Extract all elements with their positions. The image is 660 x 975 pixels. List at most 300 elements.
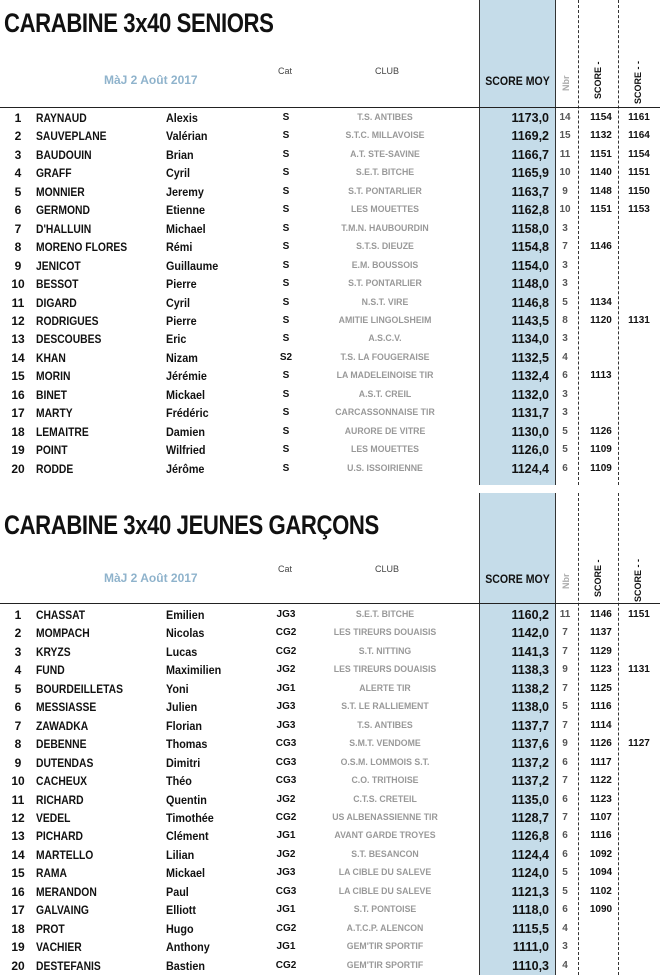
last-name: DIGARD (36, 295, 77, 310)
match-count: 4 (562, 922, 568, 934)
rank: 17 (11, 903, 25, 918)
table-row (0, 791, 660, 809)
score-1: 1140 (590, 167, 612, 179)
table-row (0, 164, 660, 182)
average-score: 1137,2 (511, 774, 549, 789)
club: E.M. BOUSSOIS (351, 259, 419, 271)
rank: 9 (14, 258, 22, 273)
first-name: Bastien (166, 958, 206, 973)
average-score: 1126,0 (511, 443, 549, 458)
club: S.E.T. BITCHE (355, 167, 415, 179)
category: S (282, 388, 290, 400)
average-score: 1124,0 (511, 866, 549, 881)
first-name: Mickael (166, 387, 206, 402)
table-row (0, 312, 660, 330)
club: O.S.M. LOMMOIS S.T. (340, 756, 430, 768)
score-1: 1116 (590, 701, 612, 713)
table-row (0, 864, 660, 882)
first-name: Mickael (166, 866, 206, 881)
average-score: 1137,7 (511, 718, 549, 733)
match-count: 6 (562, 848, 568, 860)
first-name: Guillaume (166, 258, 219, 273)
average-score: 1154,0 (511, 258, 549, 273)
rank: 1 (14, 608, 22, 622)
table-row (0, 698, 660, 716)
club: T.S. ANTIBES (357, 719, 413, 731)
club: N.S.T. VIRE (361, 296, 409, 308)
first-name: Julien (166, 700, 198, 715)
last-name: PROT (36, 921, 65, 936)
table-row (0, 238, 660, 256)
last-name: DEBENNE (36, 737, 87, 752)
update-date: MàJ 2 Août 2017 (104, 571, 198, 585)
last-name: RODRIGUES (36, 313, 99, 328)
average-score: 1135,0 (511, 792, 549, 807)
rank: 19 (11, 443, 25, 458)
rank: 5 (14, 184, 22, 199)
match-count: 7 (562, 719, 568, 731)
table-row (0, 441, 660, 459)
category: CG2 (275, 959, 297, 971)
club: AVANT GARDE TROYES (334, 830, 436, 842)
match-count: 7 (562, 811, 568, 823)
average-score: 1143,5 (511, 313, 549, 328)
club: T.S. ANTIBES (357, 112, 413, 123)
section-title: CARABINE 3x40 JEUNES GARÇONS (4, 510, 379, 540)
rank: 4 (14, 166, 22, 181)
average-score: 1132,4 (511, 369, 549, 384)
last-name: DESTEFANIS (36, 958, 101, 973)
match-count: 6 (562, 462, 568, 474)
rank: 16 (11, 884, 25, 899)
average-score: 1138,2 (511, 681, 549, 696)
score-1: 1094 (589, 867, 613, 879)
first-name: Florian (166, 718, 203, 733)
rank: 3 (14, 147, 22, 162)
section-title: CARABINE 3x40 SENIORS (4, 8, 274, 38)
average-score: 1138,0 (511, 700, 549, 715)
match-count: 11 (559, 148, 571, 160)
rank: 16 (11, 387, 25, 402)
score-1: 1113 (590, 370, 612, 382)
average-score: 1121,3 (511, 884, 549, 899)
category: S (282, 444, 290, 456)
table-row (0, 643, 660, 661)
table-row (0, 772, 660, 790)
table-row (0, 220, 660, 238)
first-name: Jeremy (166, 184, 204, 199)
first-name: Lucas (166, 644, 198, 659)
table-row (0, 127, 660, 145)
first-name: Emilien (166, 608, 205, 622)
last-name: GALVAING (36, 903, 89, 918)
score-2: 1127 (628, 738, 650, 750)
header-rule (0, 107, 660, 108)
club: ALERTE TIR (359, 682, 411, 694)
match-count: 5 (562, 867, 568, 879)
table-row (0, 109, 660, 127)
score-1: 1120 (590, 314, 612, 326)
rank: 10 (11, 277, 25, 292)
category: S (282, 314, 290, 326)
score-1: 1090 (589, 904, 613, 916)
table-row (0, 754, 660, 772)
club: S.T. PONTOISE (353, 904, 417, 916)
category: JG3 (276, 719, 296, 731)
match-count: 9 (562, 664, 568, 676)
rank: 19 (11, 940, 25, 955)
category: CG2 (275, 811, 297, 823)
match-count: 9 (562, 738, 568, 750)
header-rule (0, 603, 660, 604)
first-name: Jérémie (166, 369, 207, 384)
last-name: GRAFF (36, 166, 72, 181)
first-name: Rémi (166, 240, 193, 255)
rank: 20 (11, 958, 25, 973)
first-name: Michael (166, 221, 206, 236)
first-name: Dimitri (166, 755, 201, 770)
category: S (282, 204, 290, 216)
club: GEM'TIR SPORTIF (346, 959, 424, 971)
score-1: 1109 (590, 444, 612, 456)
score-1: 1137 (590, 627, 612, 639)
club: A.T.C.P. ALENCON (346, 922, 424, 934)
club: S.T. PONTARLIER (348, 185, 422, 197)
rank: 3 (14, 644, 22, 659)
average-score: 1137,6 (511, 737, 549, 752)
match-count: 10 (559, 204, 571, 216)
category: JG1 (276, 904, 296, 916)
first-name: Etienne (166, 203, 206, 218)
score-1: 1123 (590, 793, 612, 805)
nbr-header: Nbr (561, 75, 571, 91)
first-name: Wilfried (166, 443, 206, 458)
average-score: 1154,8 (511, 240, 549, 255)
match-count: 3 (562, 407, 568, 419)
club: A.S.T. CREIL (358, 388, 412, 400)
club: S.M.T. VENDOME (349, 738, 421, 750)
club: LA CIBLE DU SALEVE (338, 867, 432, 879)
club: LA CIBLE DU SALEVE (338, 885, 432, 897)
club: U.S. ISSOIRIENNE (347, 462, 423, 474)
average-score: 1126,8 (511, 829, 549, 844)
first-name: Quentin (166, 792, 207, 807)
match-count: 15 (559, 130, 571, 142)
category: JG3 (276, 609, 296, 620)
rank: 12 (11, 313, 25, 328)
match-count: 7 (562, 241, 568, 253)
table-row (0, 846, 660, 864)
match-count: 6 (562, 830, 568, 842)
rank: 11 (11, 792, 25, 807)
last-name: GERMOND (36, 203, 90, 218)
last-name: MOMPACH (36, 626, 90, 641)
average-score: 1124,4 (511, 461, 549, 476)
category: CG3 (275, 738, 297, 750)
club: S.T. LE RALLIEMENT (341, 701, 429, 713)
match-count: 4 (562, 959, 568, 971)
score-1: 1107 (590, 811, 612, 823)
category: S (282, 241, 290, 253)
rank: 6 (14, 700, 22, 715)
rank: 13 (11, 829, 25, 844)
last-name: RAMA (36, 866, 67, 881)
category: S (282, 425, 290, 437)
club: LA MADELEINOISE TIR (336, 370, 434, 382)
category: S (282, 130, 290, 142)
club: S.T. NITTING (358, 645, 412, 657)
match-count: 6 (562, 793, 568, 805)
first-name: Brian (166, 147, 194, 162)
match-count: 5 (562, 885, 568, 897)
score-1: 1102 (590, 885, 612, 897)
rank: 2 (14, 129, 22, 144)
score-2: 1154 (628, 148, 650, 160)
match-count: 3 (562, 259, 568, 271)
rank: 7 (14, 718, 22, 733)
last-name: RODDE (36, 461, 74, 476)
match-count: 14 (559, 112, 571, 123)
club: S.T. BESANCON (351, 848, 419, 860)
last-name: MESSIASSE (36, 700, 97, 715)
category: JG3 (276, 867, 296, 879)
average-score: 1160,2 (511, 608, 549, 622)
score-1: 1126 (590, 738, 612, 750)
first-name: Pierre (166, 313, 197, 328)
average-score: 1142,0 (511, 626, 549, 641)
first-name: Elliott (166, 903, 196, 918)
score-1: 1123 (590, 664, 612, 676)
match-count: 9 (562, 185, 568, 197)
rank: 17 (11, 406, 25, 421)
category: S (282, 407, 290, 419)
table-row (0, 460, 660, 478)
average-score: 1134,0 (511, 332, 549, 347)
match-count: 6 (562, 370, 568, 382)
club: S.T.S. DIEUZE (356, 241, 414, 253)
table-row (0, 404, 660, 422)
last-name: D'HALLUIN (36, 221, 92, 236)
first-name: Nicolas (166, 626, 205, 641)
last-name: DUTENDAS (36, 755, 94, 770)
category: JG1 (276, 682, 296, 694)
table-row (0, 901, 660, 919)
last-name: LEMAITRE (36, 424, 89, 439)
score1-header: SCORE - (593, 61, 603, 99)
club-header: CLUB (375, 564, 400, 574)
rank: 12 (11, 810, 25, 825)
first-name: Alexis (166, 111, 198, 125)
club: AMITIE LINGOLSHEIM (338, 314, 432, 326)
last-name: MONNIER (36, 184, 85, 199)
score-1: 1151 (590, 148, 612, 160)
score2-header: SCORE - - (633, 558, 643, 602)
rank: 1 (14, 111, 22, 125)
table-row (0, 367, 660, 385)
rank: 2 (14, 626, 22, 641)
table-row (0, 275, 660, 293)
score-2: 1161 (628, 112, 650, 123)
table-row (0, 717, 660, 735)
match-count: 5 (562, 701, 568, 713)
score-2: 1150 (628, 185, 650, 197)
average-score: 1141,3 (511, 644, 549, 659)
rank: 14 (11, 350, 25, 365)
category: S (282, 278, 290, 290)
rank: 18 (11, 424, 25, 439)
score-1: 1114 (590, 719, 612, 731)
category: JG1 (276, 941, 296, 953)
category: CG3 (275, 775, 297, 787)
last-name: BAUDOUIN (36, 147, 92, 162)
category: CG3 (275, 756, 297, 768)
first-name: Thomas (166, 737, 208, 752)
nbr-header: Nbr (561, 573, 571, 589)
club: A.T. STE-SAVINE (350, 148, 420, 160)
table-row (0, 330, 660, 348)
club: GEM'TIR SPORTIF (346, 941, 424, 953)
last-name: KHAN (36, 350, 66, 365)
score2-header: SCORE - - (633, 60, 643, 104)
last-name: MORIN (36, 369, 71, 384)
match-count: 7 (562, 775, 568, 787)
average-score: 1165,9 (511, 166, 549, 181)
category: S (282, 259, 290, 271)
rank: 5 (14, 681, 22, 696)
average-score: 1148,0 (511, 277, 549, 292)
category: JG2 (276, 793, 296, 805)
score-1: 1109 (590, 462, 612, 474)
category: CG2 (275, 922, 297, 934)
first-name: Pierre (166, 277, 197, 292)
last-name: PICHARD (36, 829, 84, 844)
score-1: 1122 (590, 775, 612, 787)
club: LES MOUETTES (351, 204, 419, 216)
last-name: KRYZS (36, 644, 71, 659)
category: S (282, 112, 290, 123)
score1-header: SCORE - (593, 559, 603, 597)
score-1: 1146 (590, 241, 612, 253)
table-row (0, 386, 660, 404)
table-row (0, 938, 660, 956)
club: C.O. TRITHOISE (351, 775, 419, 787)
score-header: SCORE MOY (485, 74, 550, 88)
match-count: 3 (562, 388, 568, 400)
club: S.E.T. BITCHE (355, 609, 415, 620)
rank: 20 (11, 461, 25, 476)
cat-header: Cat (278, 66, 293, 76)
first-name: Frédéric (166, 406, 209, 421)
first-name: Timothée (166, 810, 214, 825)
table-row (0, 920, 660, 938)
club: AURORE DE VITRE (344, 425, 426, 437)
rank: 15 (11, 866, 25, 881)
rank: 7 (14, 221, 22, 236)
match-count: 4 (562, 351, 568, 363)
average-score: 1138,3 (511, 663, 549, 678)
rank: 18 (11, 921, 25, 936)
first-name: Jérôme (166, 461, 205, 476)
score-1: 1117 (590, 756, 612, 768)
score-1: 1126 (590, 425, 612, 437)
first-name: Damien (166, 424, 206, 439)
club: S.T.C. MILLAVOISE (345, 130, 425, 142)
last-name: MERANDON (36, 884, 97, 899)
rank: 9 (14, 755, 22, 770)
match-count: 5 (562, 425, 568, 437)
last-name: BOURDEILLETAS (36, 681, 123, 696)
category: S (282, 185, 290, 197)
first-name: Cyril (166, 295, 191, 310)
club: LES TIREURS DOUAISIS (333, 664, 437, 676)
table-row (0, 201, 660, 219)
rank: 14 (11, 847, 25, 862)
last-name: DESCOUBES (36, 332, 102, 347)
club: LES TIREURS DOUAISIS (333, 627, 437, 639)
table-row (0, 883, 660, 901)
table-row (0, 624, 660, 642)
match-count: 11 (559, 609, 571, 620)
match-count: 3 (562, 941, 568, 953)
last-name: CACHEUX (36, 774, 88, 789)
first-name: Yoni (166, 681, 189, 696)
average-score: 1163,7 (511, 184, 549, 199)
score-2: 1131 (628, 314, 650, 326)
table-row (0, 349, 660, 367)
category: JG3 (276, 701, 296, 713)
update-date: MàJ 2 Août 2017 (104, 73, 198, 87)
score-1: 1129 (590, 645, 612, 657)
match-count: 8 (562, 314, 568, 326)
match-count: 5 (562, 444, 568, 456)
first-name: Théo (166, 774, 192, 789)
average-score: 1128,7 (511, 810, 549, 825)
score-header: SCORE MOY (485, 572, 550, 586)
category: S (282, 462, 290, 474)
match-count: 7 (562, 645, 568, 657)
club: A.S.C.V. (368, 333, 402, 345)
first-name: Cyril (166, 166, 191, 181)
first-name: Hugo (166, 921, 194, 936)
rank: 8 (14, 737, 22, 752)
club: LES MOUETTES (351, 444, 419, 456)
average-score: 1132,0 (511, 387, 549, 402)
score-2: 1151 (628, 167, 650, 179)
club-header: CLUB (375, 66, 400, 76)
rank: 8 (14, 240, 22, 255)
last-name: VEDEL (36, 810, 71, 825)
average-score: 1137,2 (511, 755, 549, 770)
category: S (282, 148, 290, 160)
match-count: 6 (562, 756, 568, 768)
match-count: 10 (559, 167, 571, 179)
match-count: 3 (562, 278, 568, 290)
match-count: 7 (562, 627, 568, 639)
first-name: Valérian (166, 129, 208, 144)
table-row (0, 183, 660, 201)
cat-header: Cat (278, 564, 293, 574)
last-name: MORENO FLORES (36, 240, 128, 255)
score-1: 1151 (590, 204, 612, 216)
table-row (0, 827, 660, 845)
score-2: 1131 (628, 664, 650, 676)
average-score: 1132,5 (511, 350, 549, 365)
table-row (0, 809, 660, 827)
rank: 6 (14, 203, 22, 218)
category: JG2 (276, 664, 296, 676)
rank: 13 (11, 332, 25, 347)
average-score: 1118,0 (512, 903, 549, 918)
